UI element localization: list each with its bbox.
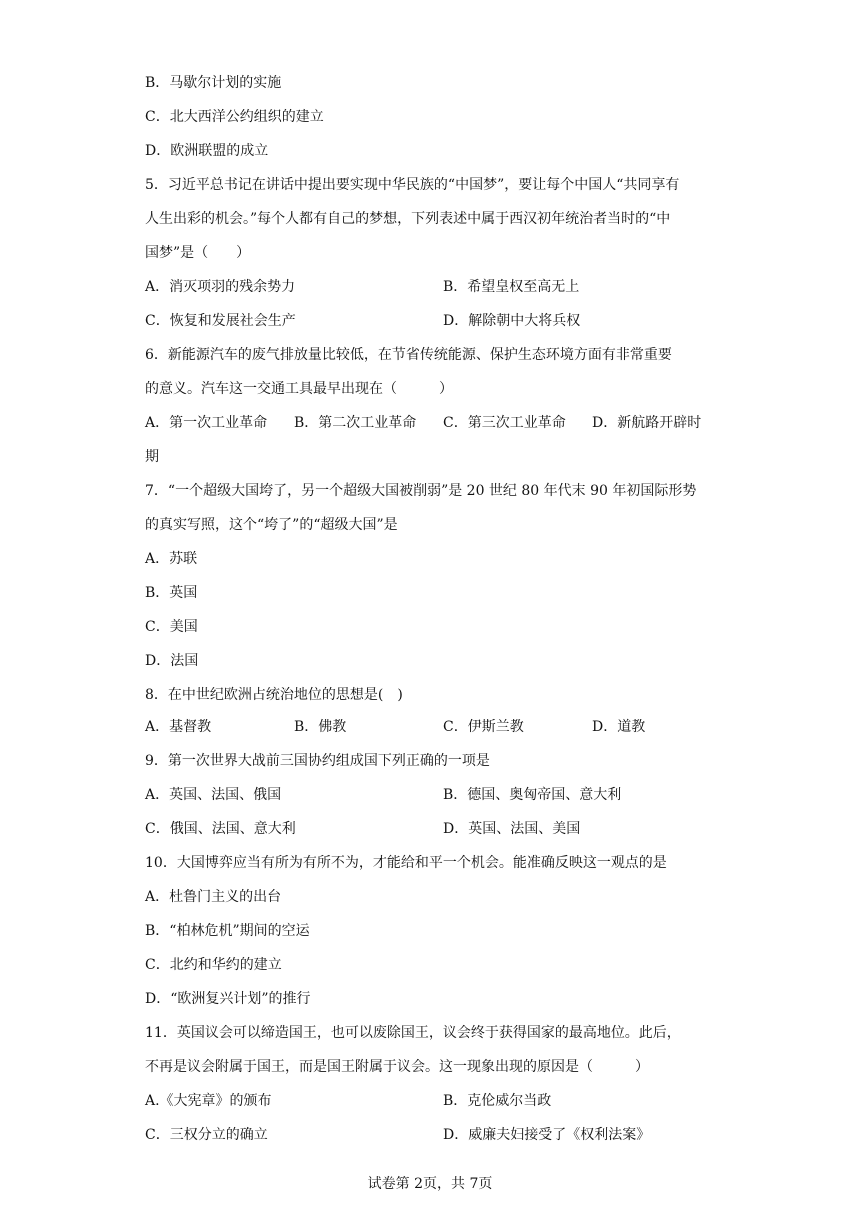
q10-option-b: B．“柏林危机”期间的空运 (145, 923, 310, 939)
q9-option-d: D．英国、法国、美国 (443, 821, 581, 837)
q11-option-a: A.《大宪章》的颁布 (145, 1093, 272, 1109)
q10-option-c: C．北约和华约的建立 (145, 957, 282, 973)
q6-stem-line-2: 的意义。汽车这一交通工具最早出现在（ ） (145, 381, 453, 397)
q11-option-d: D．威廉夫妇接受了《权利法案》 (443, 1127, 651, 1143)
q5-stem-line-2: 人生出彩的机会。”每个人都有自己的梦想，下列表述中属于西汉初年统治者当时的“中 (145, 211, 671, 227)
q6-option-b: B．第二次工业革命 (294, 415, 417, 431)
q9-stem: 9．第一次世界大战前三国协约组成国下列正确的一项是 (145, 753, 490, 769)
q6-stem-line-1: 6．新能源汽车的废气排放量比较低，在节省传统能源、保护生态环境方面有非常重要 (145, 347, 672, 363)
q8-stem: 8．在中世纪欧洲占统治地位的思想是( ) (145, 687, 403, 703)
q4-option-d: D．欧洲联盟的成立 (145, 143, 269, 159)
q5-option-a: A．消灭项羽的残余势力 (145, 279, 296, 295)
page-footer: 试卷第 2页，共 7页 (367, 1176, 493, 1192)
q5-stem-line-3: 国梦”是（ ） (145, 245, 251, 261)
q7-option-b: B．英国 (145, 585, 198, 601)
q7-option-d: D．法国 (145, 653, 199, 669)
q8-option-a: A．基督教 (145, 719, 212, 735)
q8-option-b: B．佛教 (294, 719, 347, 735)
q10-option-a: A．杜鲁门主义的出台 (145, 889, 282, 905)
q9-option-a: A．英国、法国、俄国 (145, 787, 282, 803)
q9-option-c: C．俄国、法国、意大利 (145, 821, 296, 837)
q4-option-c: C．北大西洋公约组织的建立 (145, 109, 324, 125)
q11-stem-line-2: 不再是议会附属于国王，而是国王附属于议会。这一现象出现的原因是（ ） (145, 1059, 649, 1075)
q9-option-b: B．德国、奥匈帝国、意大利 (443, 787, 622, 803)
q5-option-c: C．恢复和发展社会生产 (145, 313, 296, 329)
q10-option-d: D．“欧洲复兴计划”的推行 (145, 991, 311, 1007)
q8-option-c: C．伊斯兰教 (443, 719, 524, 735)
q10-stem: 10．大国博弈应当有所为有所不为，才能给和平一个机会。能准确反映这一观点的是 (145, 855, 667, 871)
q11-option-c: C．三权分立的确立 (145, 1127, 268, 1143)
q6-option-c: C．第三次工业革命 (443, 415, 566, 431)
q7-option-a: A．苏联 (145, 551, 198, 567)
q11-option-b: B．克伦威尔当政 (443, 1093, 552, 1109)
q7-stem-line-2: 的真实写照，这个“垮了”的“超级大国”是 (145, 517, 398, 533)
q7-option-c: C．美国 (145, 619, 198, 635)
q6-option-d-continued: 期 (145, 449, 159, 465)
q5-option-d: D．解除朝中大将兵权 (443, 313, 581, 329)
q7-stem-line-1: 7．“一个超级大国垮了，另一个超级大国被削弱”是 20 世纪 80 年代末 90 年初国际形势 (145, 483, 697, 499)
q6-option-d: D．新航路开辟时 (592, 415, 702, 431)
q6-option-a: A．第一次工业革命 (145, 415, 268, 431)
q8-option-d: D．道教 (592, 719, 646, 735)
q11-stem-line-1: 11．英国议会可以缔造国王，也可以废除国王，议会终于获得国家的最高地位。此后， (145, 1025, 681, 1041)
q4-option-b: B．马歇尔计划的实施 (145, 75, 282, 91)
q5-stem-line-1: 5．习近平总书记在讲话中提出要实现中华民族的“中国梦”，要让每个中国人“共同享有 (145, 177, 680, 193)
q5-option-b: B．希望皇权至高无上 (443, 279, 580, 295)
